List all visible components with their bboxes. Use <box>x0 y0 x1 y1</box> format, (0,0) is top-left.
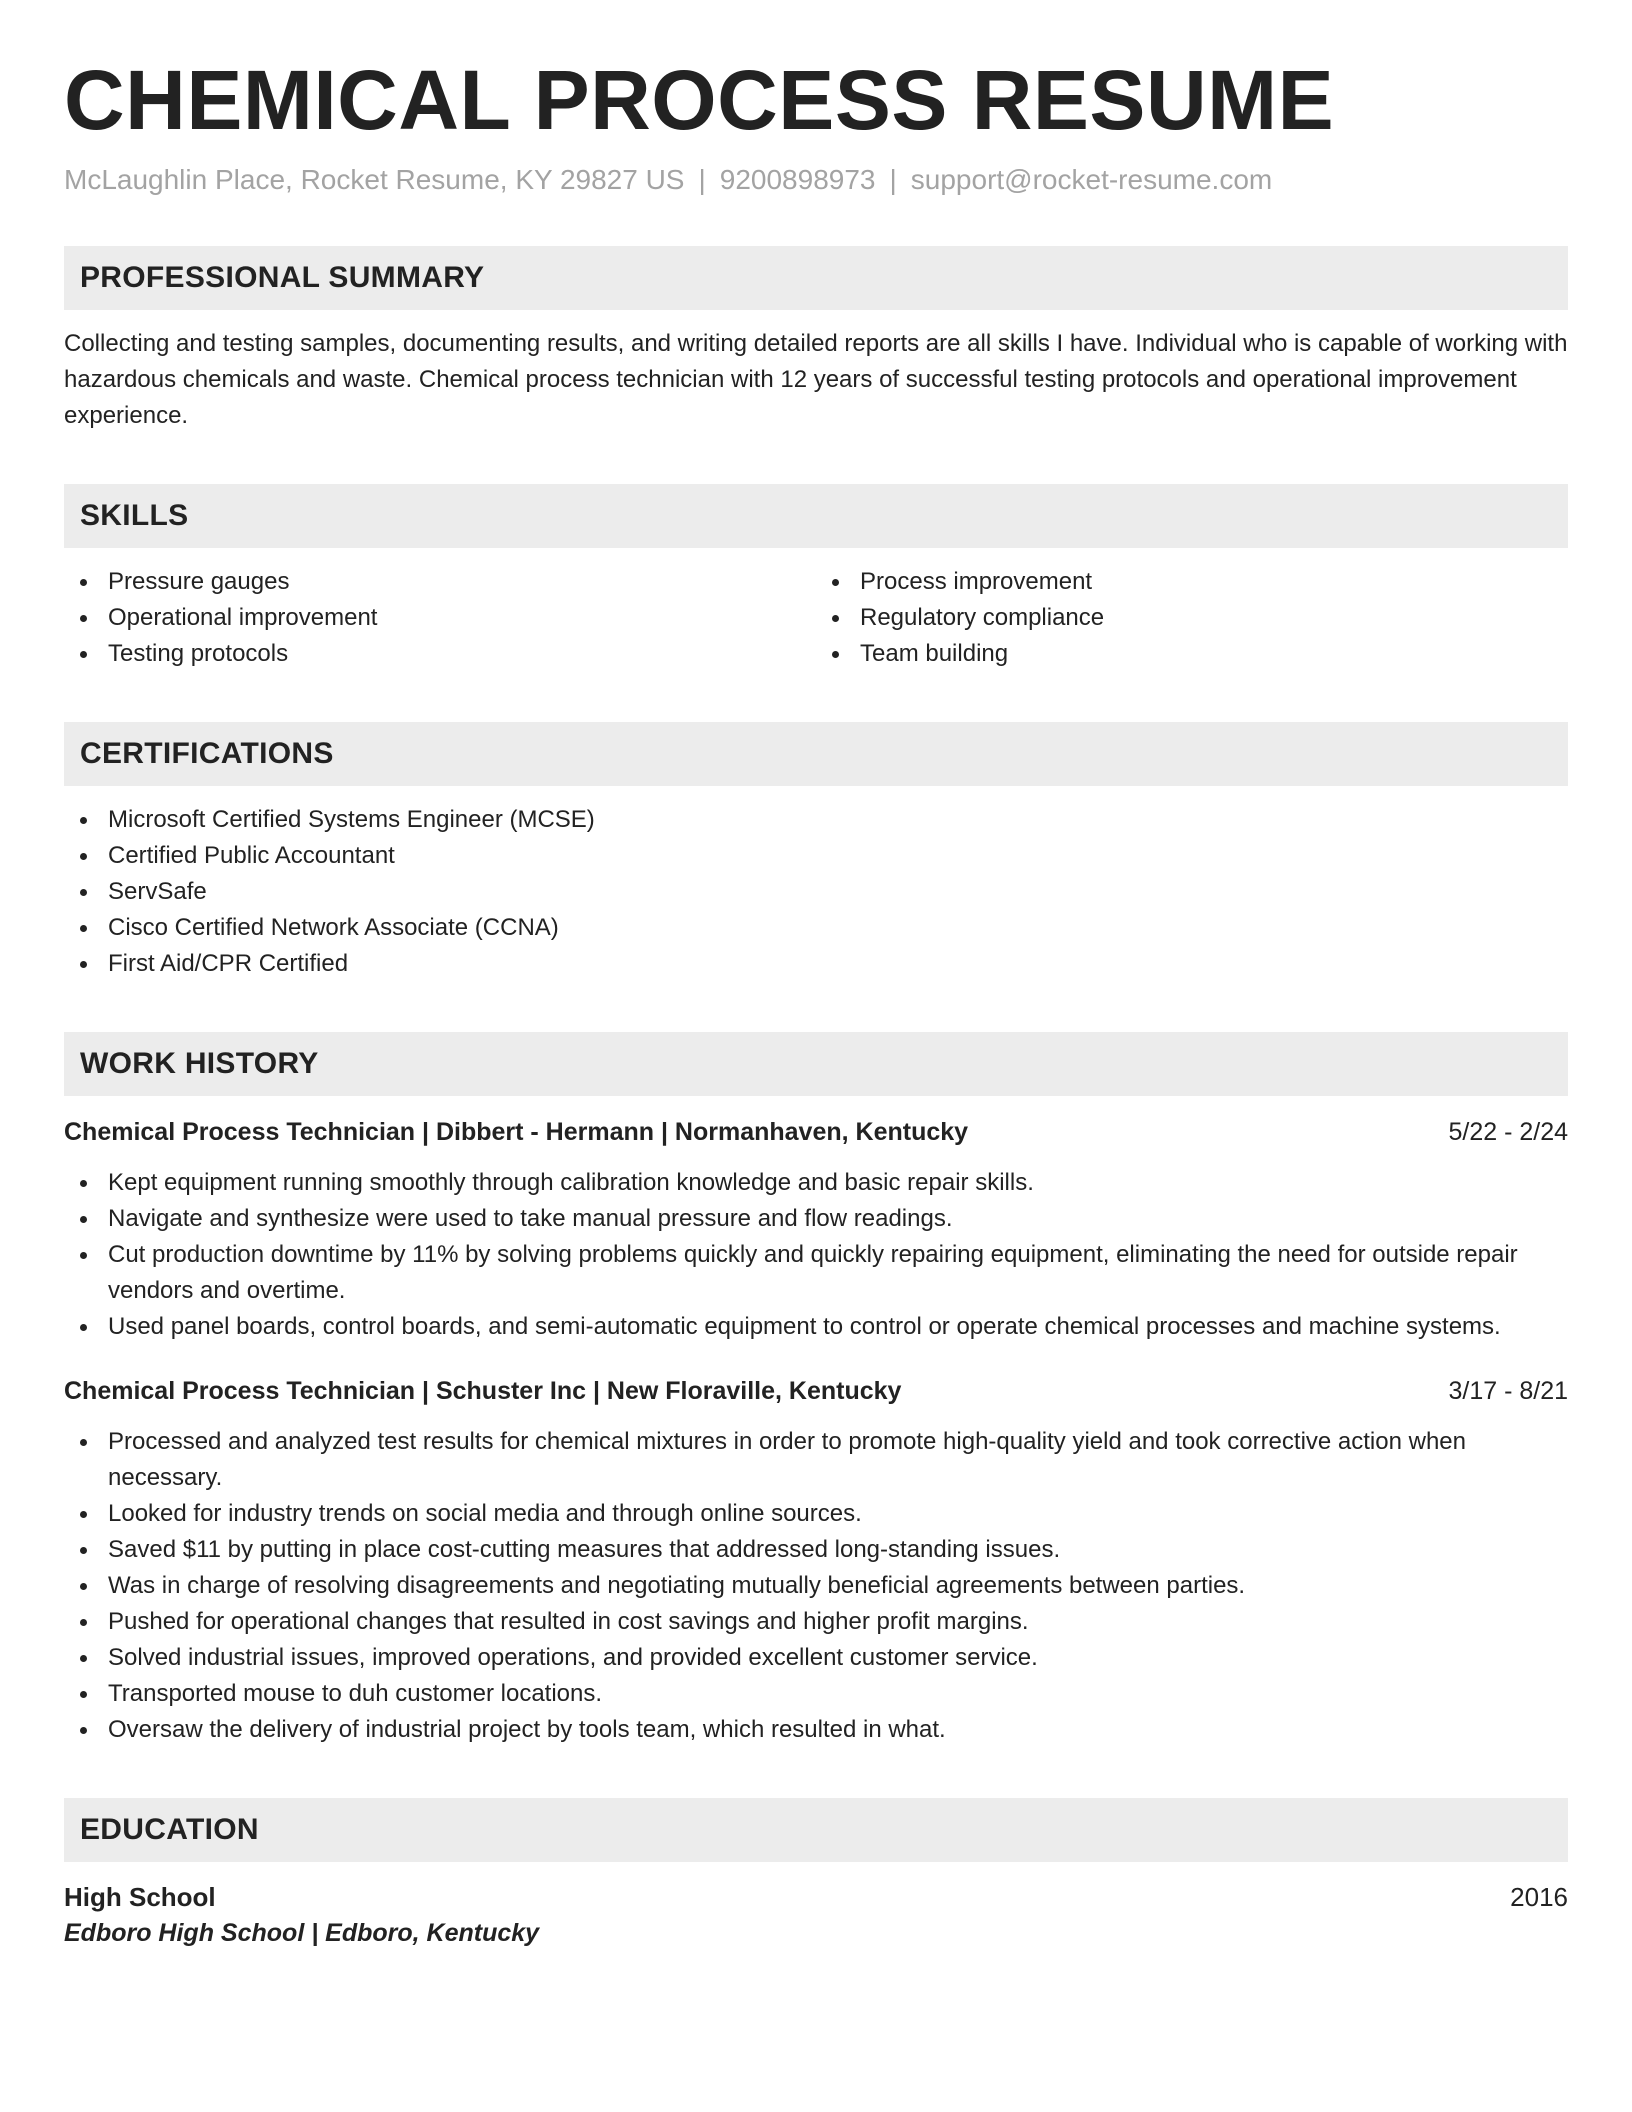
summary-text: Collecting and testing samples, documenting results, and writing detailed reports are all skills I have. Individual who is capable of working with hazardous chemicals and waste. Chemical process technician with 12 years of successful testing protocols and operational improvement experience. <box>64 330 1568 429</box>
job-bullet: Looked for industry trends on social media and through online sources. <box>64 1496 1568 1532</box>
job-bullet: Kept equipment running smoothly through calibration knowledge and basic repair skills. <box>64 1165 1568 1201</box>
skill-item: Operational improvement <box>64 600 816 636</box>
contact-address: McLaughlin Place, Rocket Resume, KY 29827 US <box>64 164 685 195</box>
job-bullet: Transported mouse to duh customer locations. <box>64 1676 1568 1712</box>
section-title: EDUCATION <box>80 1813 259 1846</box>
contact-line <box>64 164 1568 196</box>
skills-column-right <box>816 564 1568 672</box>
certification-item: Cisco Certified Network Associate (CCNA) <box>64 910 1568 946</box>
job-header <box>64 1377 1568 1406</box>
contact-separator: | <box>698 164 706 195</box>
section-header-education <box>64 1798 1568 1862</box>
job-dates: 5/22 - 2/24 <box>1448 1118 1568 1146</box>
job-entry <box>64 1377 1568 1748</box>
skill-item: Pressure gauges <box>64 564 816 600</box>
job-header <box>64 1118 1568 1147</box>
job-bullet: Navigate and synthesize were used to take manual pressure and flow readings. <box>64 1201 1568 1237</box>
certification-item: Certified Public Accountant <box>64 838 1568 874</box>
job-bullet: Was in charge of resolving disagreements and negotiating mutually beneficial agreements between parties. <box>64 1568 1568 1604</box>
section-title: PROFESSIONAL SUMMARY <box>80 261 485 294</box>
job-bullet: Used panel boards, control boards, and semi-automatic equipment to control or operate chemical processes and machine systems. <box>64 1309 1568 1345</box>
job-bullets <box>64 1165 1568 1345</box>
section-header-summary <box>64 246 1568 310</box>
education-header <box>64 1882 1568 1913</box>
section-title: SKILLS <box>80 499 189 532</box>
job-bullet: Pushed for operational changes that resulted in cost savings and higher profit margins. <box>64 1604 1568 1640</box>
resume-title: CHEMICAL PROCESS RESUME <box>64 53 1335 147</box>
job-title: Chemical Process Technician | Schuster Inc | New Floraville, Kentucky <box>64 1377 902 1405</box>
job-title: Chemical Process Technician | Dibbert - Hermann | Normanhaven, Kentucky <box>64 1118 969 1146</box>
job-dates: 3/17 - 8/21 <box>1448 1377 1568 1405</box>
section-title: WORK HISTORY <box>80 1047 319 1080</box>
certification-item: ServSafe <box>64 874 1568 910</box>
certifications-list <box>64 802 1568 982</box>
section-header-skills <box>64 484 1568 548</box>
education-year: 2016 <box>1510 1882 1568 1912</box>
job-bullet: Saved $11 by putting in place cost-cutting measures that addressed long-standing issues. <box>64 1532 1568 1568</box>
skill-item: Team building <box>816 636 1568 672</box>
skill-item: Testing protocols <box>64 636 816 672</box>
job-bullet: Solved industrial issues, improved operations, and provided excellent customer service. <box>64 1640 1568 1676</box>
skill-item: Process improvement <box>816 564 1568 600</box>
certification-item: Microsoft Certified Systems Engineer (MCSE) <box>64 802 1568 838</box>
section-title: CERTIFICATIONS <box>80 737 334 770</box>
contact-phone: 9200898973 <box>719 164 876 195</box>
job-bullet: Processed and analyzed test results for chemical mixtures in order to promote high-quality yield and took corrective action when necessary. <box>64 1424 1568 1496</box>
skill-item: Regulatory compliance <box>816 600 1568 636</box>
job-bullet: Oversaw the delivery of industrial project by tools team, which resulted in what. <box>64 1712 1568 1748</box>
section-header-work-history <box>64 1032 1568 1096</box>
certification-item: First Aid/CPR Certified <box>64 946 1568 982</box>
contact-separator: | <box>889 164 897 195</box>
job-entry <box>64 1118 1568 1345</box>
section-header-certifications <box>64 722 1568 786</box>
contact-email: support@rocket-resume.com <box>910 164 1273 195</box>
education-school: Edboro High School | Edboro, Kentucky <box>64 1919 540 1947</box>
education-degree: High School <box>64 1882 216 1912</box>
skills-column-left <box>64 564 816 672</box>
job-bullet: Cut production downtime by 11% by solving problems quickly and quickly repairing equipment, eliminating the need for outside repair vendors and overtime. <box>64 1237 1568 1309</box>
job-bullets <box>64 1424 1568 1748</box>
skills-list <box>64 564 1568 672</box>
